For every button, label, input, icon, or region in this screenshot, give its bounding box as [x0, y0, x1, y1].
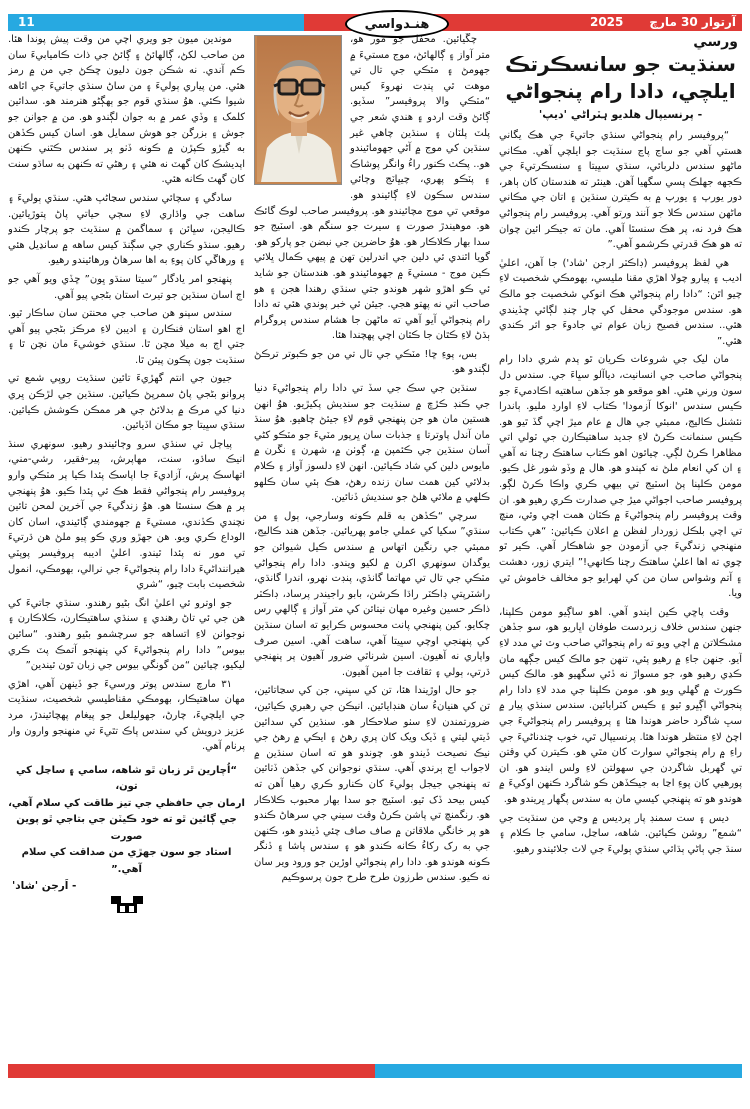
portrait-photo — [254, 35, 342, 185]
paragraph: جو اوترو ئي اعليٰ انگ بڻيو رهندو. سنڌي جاتيءَ کي هن جي ئي تاڻ رهندي ۽ سنڌي ساهتيڪارن، ڪلاڪارن ۽ نوجوانن لاءِ اتساهه جو سرچشمو بڻيو رهندو. “سائين بيوس” دادا رام پنجواڻيءَ کي پنهنجو آتمڪ پٽ ڪري ليکيو، چيائين “من گونگي بيوس جي زبان ٿون ٿيندين” — [8, 597, 246, 672]
verse-line: استاد جو سون جهڙي من صداقت کي سلام آهي.” — [21, 847, 232, 875]
closing-verse — [8, 763, 245, 879]
column-right — [499, 32, 742, 1060]
article-columns — [8, 32, 742, 1060]
paragraph: سرچي “ڪڏهن به قلم ڪونه وسارجي، ٻول ۽ من سنڌي” سکيا کي عملي جامو پهريائين. جڏهن هند ڪاليج، ممبئي جي رنگين اتهاس ۾ سندس ڪيل شيوائن جو يوگدان سونهري اکرن ۾ لکيو ويندو. دادا رام پنجواڻي مٽڪي جي تال تي مهاتما گانڌي، پنڊت نهرو، اندرا گانڌي، راشٽرپتي ڊاڪٽر راڌا ڪرشن، بابو راجيندر پرساد، ڊاڪٽر ذاڪر حسين وغيره مهان نيتائن کي متر آواز ۽ ڳالهي رس چکايو. کين پنهنجي پانت محسوس ڪرايو ته اسان سنڌين کي پنهنجي اوچي سڀيتا آهي، ساهت آهي. اسين صرف واپاري نه آهيون. اسين شرناٿي ضرور آهيون پر پنهنجي ڌرتي، ٻولي ۽ ثقافت جا امين آهيون. — [254, 510, 491, 678]
kicker: ورسي — [693, 34, 738, 50]
paragraph: “پروفيسر رام پنجواڻي سنڌي جاتيءَ جي هڪ يگاني هستي آهي جو ساڃ پاڃ سنڌيت جو ايلچي آهي. مڪاني ماڻهو سندس دلربائي، سنڌي سڀيتا ۽ سنسڪرتيءَ جي ڪجهه جهلڪ پسي سگهيا آهن. هينئر ته هندستان کان ٻاهر، دور يورپ ۽ يورپ ۾ به ڪيترن سنڌين ۽ اتان جي مڪاني ماڻهن سندس ڪلا جو آنند ورتو آهي. پروفيسر رام پنجواڻي هڪ فرد نه، پر هڪ سنسٿا آهي. مان ته جيڪر ائين چوان ته هو هڪ قدرتي ڪرشمو آهي.” — [499, 130, 742, 251]
paragraph: بس، پوءِ ڇا! مٽڪي جي تال تي من جو ڪبوتر ترڪڻ لڳندو هو. — [254, 348, 491, 376]
page-number: 11 — [18, 15, 35, 29]
column-left — [8, 32, 245, 1060]
headline-line2: ايلچي، دادا رام پنجواڻي — [505, 79, 736, 103]
end-of-article-icon — [110, 896, 144, 913]
date-day-month: آرتوار 30 مارچ — [649, 15, 736, 29]
verse-line: جي ڳائين ٿو ته خود ڪيٽن جي بتاجي ٿو پوين صورت — [16, 814, 237, 842]
verse-line: ارمان جي حافظي جي تيز طاقت کي سلام آهي، — [8, 797, 245, 809]
paragraph: پياڄل تي سنڌي سرو وڄائيندو رهيو. سونهري سنڌ انيڪ ساڌو، سنت، مهاپرش، پير-فقير، رشي-مني، اتهاسڪ پرش، آزاديءَ جا اپاسڪ پئدا ڪيا پر مٽڪي وارو پروفيسر رام پنجواڻي فقط هڪ ئي پئدا ڪيو. هوُ پنهنجي پر ۾ هڪ سنسٿا هو. هوُ زندگيءَ جي آخرين لمحن تائين نچندي ڪڏندي، مستيءَ ۾ جهومندي ڳائيندي، اسان کان الوداع ڪري ويو. هن جهڙو وري ڪو پيو ملڻ هن ڌرتيءَ تي مور نه پئدا ٿيندو. اعليٰ اديبه پروفيسر پوپٽي هيراننداڻيءَ دادا رام پنجواڻيءَ جي نرالي، بهومڪي، انمول شخصيت بابت چيو، “شري — [8, 438, 246, 591]
paragraph: هي لفظ پروفيسر (ڊاڪٽر ارجن 'شاد') جا آهن، اعليٰ اديب ۽ پيارو چولا اهڙي مقنا مليسي، بهومڪي شخصيت لاءِ چيو اٿن: “دادا رام پنجواڻي هڪ انوکي شخصيت جو مالڪ هو. سندس موجودگي محفل کي چار چنڊ لڳائي ڇڏيندي هئي.. سندس فصيح زبان عوام تي جادوءَ جو اثر ڪندي هئي.” — [499, 257, 742, 347]
paragraph: چڱيائين. محفل جو مور هو، متر آواز ۽ ڳالهائڻ، موج مستيءَ ۾ جهومڻ ۽ مٽڪي جي تال تي موهت ٿي پنڊت نهروءَ کيس “مٽڪي والا پروفيسر” سڏيو. ڳائڻ وقت اردو ۽ هندي شعر جي پلٽ پلٽان ۽ سنڌين چاهي غير سنڌين کي موج ۾ آڻي جهومائيندو هو.. پڪٽ ڪنور راءُ وانگر پوشاڪ ۽ پٽڪو پهري، چيڀاٽج وڄائي سندس سڪون لاءِ ڳائيندو هو. موقعي تي موج مچائيندو هو. پروفيسر صاحب لوڪ گائڪ هو. موهيندڙ صورت ۽ سيرت جو سنگم هو. اسٽيج جو سدا بهار ڪلاڪار هو. هوُ حاضرين جي نبضن جو پارکو هو. گويا اٿندي ئي دلين جي اندرلين تهن ۾ پيهي ڪمال ڀلائي ڪين موج - مستيءَ ۾ جهومائيندو هو. هندستان جو شايد ئي ڪو اهڙو شهر هوندو جتي سنڌي رهندا هجن ۽ هو صاحب اتي نه پهتو هجي. جيئن ئي خبر پوندي هئي ته دادا رام پنجواڻي آيو آهي ته ماڻهن جا هشام سندس پروگرام ٻڌڻ لاءِ ڪٿان جا ڪٿان اچي پهچندا هئا. — [254, 34, 491, 342]
author-signature: - اَرجن 'شاد' — [12, 880, 77, 893]
paragraph: وقت پاڇي ڪين ايندو آهي. اهو ساڳيو مومن ڪلپنا، جنهن سندس خلاف زبردست طوفان اڀاريو هو، سو جڏهن مشڪلاتن ۾ اچي ويو ته رام پنجواڻي صاحب وٽ ئي مدد لاءِ آيو. جنهن جاءِ ۾ رهيو پئي، تنهن جو مالڪ کيس جڳهه مان ڪڍي رهيو هو، جو مسواڙ نه ڏئي سگهيو هو. مالڪ کيس ڪورٽ ۾ گهلي ويو هو. مومن ڪلپنا جي مدد لاءِ دادا رام پنجواڻي اڳڀرو ٿيو ۽ ڪيس کٽرايائين. سندس سنڌي پيار ۾ سڀ شاگرد حاضر هوندا هئا ۽ پروفيسر رام پنجواڻيءَ جي اچڻ لاءِ منتظر هوندا هئا. پرنسيپال ٿي، خوب چندناڻيءَ جي راءِ ۾ رام پنجواڻي سوارٿ کان مٿي هو. ڪيترن کي وقتن تي گهربل شاگردن جي سهولتن لاءِ ولس ايندو هو. ان پورهيي کان پوءِ اڃا به جيڪڏهن ڪو شاگرد ڪنهن اوکيءَ ۾ هوندو هو ته پنهنجي کيسي مان به سندس پگهار ڀريندو هو. — [499, 606, 742, 805]
paragraph: سنڌين جي سڪ جي سڏ تي دادا رام پنجواڻيءَ دنيا جي ڪنڊ ڪڙڇ ۾ سنڌيت جو سنديش پکيڙيو. هوُ انهن هستين مان هو جن پنهنجي قوم لاءِ جيئڻ چاهيو. هوُ سنڌ مان آندل پاوترتا ۽ جذبات سان ڀرپور مٽيءَ جو مٽڪو کڻي آسان سنڌين جي ڪئمپن ۾، ڳوٺن ۾، شهرن ۽ نڱرن ۾ مايوس دلين کي شاد ڪيائين. انهن لاءِ دلسوز آواز ۽ ڪلام بدلائي کين همت سان زنده رهڻ، هڪ ٻئي سان ڪلهو ڪلهي ۾ ملائي هلڻ جو سنديش ڏنائين. — [254, 383, 491, 504]
header-bar — [8, 14, 742, 31]
masthead-title: هنـدواسي — [364, 16, 430, 32]
verse-line: “اُچارين ٿر زبان ٿو شاهه، سامي ۽ ساڃل کي تون، — [16, 764, 237, 793]
paragraph: ٣١ مارچ سندس پوتر ورسيءَ جو ڏينهن آهي، اهڙي مهان ساهتيڪار، بهومڪي مقناطيسي شخصيت، سنڌيت جي ايلچيءَ، چارڻ، جهوليلعل جو پيغام پهچائيندڙ، مرد عزيز درويش کي سندس پاڪ تٿيءَ تي منهنجو وارون وار پرنام آهي. — [8, 678, 246, 753]
paragraph: سندس سپنو هن صاحب جي محنتن سان ساڪار ٿيو. اڄ اهو استان فنڪارن ۽ اديبن لاءِ مرڪز بڻجي پيو آهي جتي اڄ به ميلا مچن ٿا. سنڌي خوشيءَ مان نچن ٿا ۽ سنڌيت جون پڪون پيئن ٿا. — [8, 308, 246, 366]
headline-line1: سنڌيت جو سانسڪرتڪ — [505, 52, 736, 76]
right-column-text — [499, 128, 742, 857]
paragraph: جو حال اوڙيندا هئا، تن کي سڀني، جن کي سڃاتائين، تن کي هنيانءُ سان هنڊايائين. انيڪن جي رهبري ڪيائين، ضرورتمندن لاءِ سٺو صلاحڪار هو. سنڌين کي سدائين ڏيتي ليتي ۽ ڏيک ويک کان پري رهڻ ۽ ايڪي ۾ رهڻ جي نيڪ نصيحت ڏيندو هو. چوندو هو ته اسان سنڌين ۾ لاجواب اڃ ٻرندي آهي. سنڌي نوجوانن کي جڏهن ڏٺائين ته پنهنجي جيجل ٻوليءَ کان ڪنارو ڪري رهيا آهن ته کيس بيحد ڏک ٿيو. اسٽيج جو سدا بهار محبوب ڪلاڪار هو. رنگمنچ تي پاشن ڪرڻ وقت سيني جي سرهاڻ ڪندو هو پر خانگي ملاقاتن ۾ صاف صاف چئي ڏيندو هو، ڪنهن جي به رک رکاءُ ڪانه ڪندو هو ۽ سندس پاشا ۽ ڏنگر ڪونه هوندو هو. دادا رام پنجواڻي اوڙين جو ورود وير سان نه ڪيو. سندس طرزون طرح طرح جون پرسوڪيم — [254, 685, 491, 884]
paragraph: جيون جي انتم گهڙيءَ تائين سنڌيت روپي شمع تي پروانو بڻجي پاڻ سمرپڻ ڪيائين. سنڌين جي لڙڪن ڀري دنيا کي مرڪ ۾ بدلائڻ جي هر ممڪن ڪوشش ڪيائين. سنڌي سڀيتا جو مڪان اڏيائين. — [8, 373, 246, 432]
left-column-text — [8, 32, 245, 755]
paragraph: پنهنجو امر يادگار “سيتا سنڌو ڀون” ڇڏي ويو آهي جو اڄ اسان سنڌين جو تيرٿ استان بڻجي پيو آهي. — [8, 273, 246, 301]
footer-blue-strip — [375, 1064, 742, 1078]
header-blue-strip — [8, 14, 304, 31]
paragraph: موندين ميون جو ويري اچي من وقت پيش پوندا هئا. من صاحب لکڻ، ڳالهائڻ ۽ ڳائڻ جي ذات ڪاميابيءَ سان ڪم آندي. نه شڪن جون دليون ڇڪڻ جي من ۾ رمز هئي. من پياري ٻوليءَ ۽ من ساڻ سنڌي جاتيءَ جي اٿاهه شيوا ڪئي. هوُ سنڌي قوم جو ٻهڳڻو هنرمند هو. سدائين کلمک ۽ وڏي عمر ۾ به جوان لڳندو هو. من ۾ جوانن جو جوش ۽ بزرگن جو هوش سمايل هو. اسان کيس ڪڏهن به گيڙو ڪپڙن ۾ ڪونه ڏٺو پر سندس ڪٿني ڪنهن اپديشڪ کان گهٽ نه هئي ۽ رهڻي ته ڪنهن به ساڌو سنت کان گهٽ ڪانه هئي. — [8, 34, 246, 186]
paragraph: سادگي ۽ سچائي سندس سڃاڻپ هئي. سنڌي ٻوليءَ ۽ ساهت جي واڌاري لاءِ سڄي حياتي پاڻ پتوڙيائين. ڪاليجن، سڀائن ۽ سماگمن ۾ سنڌيت جو پرچار ڪندو رهيو. سنڌو ڪناري جي سڳنڌ کيس ساهه ۾ سانڍيل هئي ۽ ورهاڱي کان پوءِ به اها سرهاڻ ورهائيندو رهيو. — [8, 192, 246, 267]
footer-red-strip — [8, 1064, 375, 1078]
paragraph: ديس ۽ ست سمنڊ پار پرديس ۾ وڃي من سنڌيت جي “شمع” روشن ڪيائين. شاهه، ساڃل، سامي جا ڪلام ۽ سنڌ جي ٻاڻي ٻڌائي سنڌي ٻوليءَ جي لاٽ جلائيندو رهيو. — [499, 812, 742, 855]
footer-bar — [8, 1064, 742, 1078]
byline: - پرنسيپال هلديو ہٽراڻي 'ديپ' — [538, 108, 703, 121]
date-year: 2025 — [589, 15, 624, 29]
paragraph: مان ليک جي شروعات ڪريان ٿو پدم شري دادا رام پنجواڻي صاحب جي انسانيت، دياآلو سڀاءَ جي. سندس دل سون ورني هئي. اهو موقعو هو جڏهن ساهتيه اڪادميءَ جو ڪيس سندس 'انوکا آزمودا' ڪتاب لاءِ اوارڊ مليو. ٻاندرا نئشنل ڪاليج، ممبئي جي هال ۾ عام ميڙ اچي گڏ ٿيو هو. ڪيس سنمانت ڪرڻ لاءِ جديد ساهتيڪارن جي ٽولي اتي مظاهرا ڪرڻ لڳي. چيائون اهو ڪتاب ساهتڪ رچنا نه آهي ۽ ان کي انعام ملڻ نه کپندو هو. هال ۾ وڏو شور غل ڪيو. مومن ڪلپنا پڻ اسٽيج تي بيهي ڪري واڪا ڪرڻ لڳو. پروفيسر صاحب اجواڻي ميڙ جي صدارت ڪري رهيو هو. ان وقت پروفيسر رام پنجواڻيءَ ۾ ڪٿان همت اچي وئي، منچ تي اچي بلڪل زوردار لفظن ۾ اعلان ڪيائين: “هي ڪتاب منهنجي زندگيءَ جي آزمودن جو شاهڪار آهي. ڪير ٿو چوي ته اها اعليٰ ساهتڪ رچنا ڪانهي!” ايتري زور، دهشت ۽ آتم وشواس سان من کي لهرايو جو مخالف خاموش ٿي ويا. — [499, 354, 742, 600]
portrait-illustration — [257, 36, 341, 182]
date — [590, 15, 736, 29]
column-middle — [254, 32, 490, 1060]
